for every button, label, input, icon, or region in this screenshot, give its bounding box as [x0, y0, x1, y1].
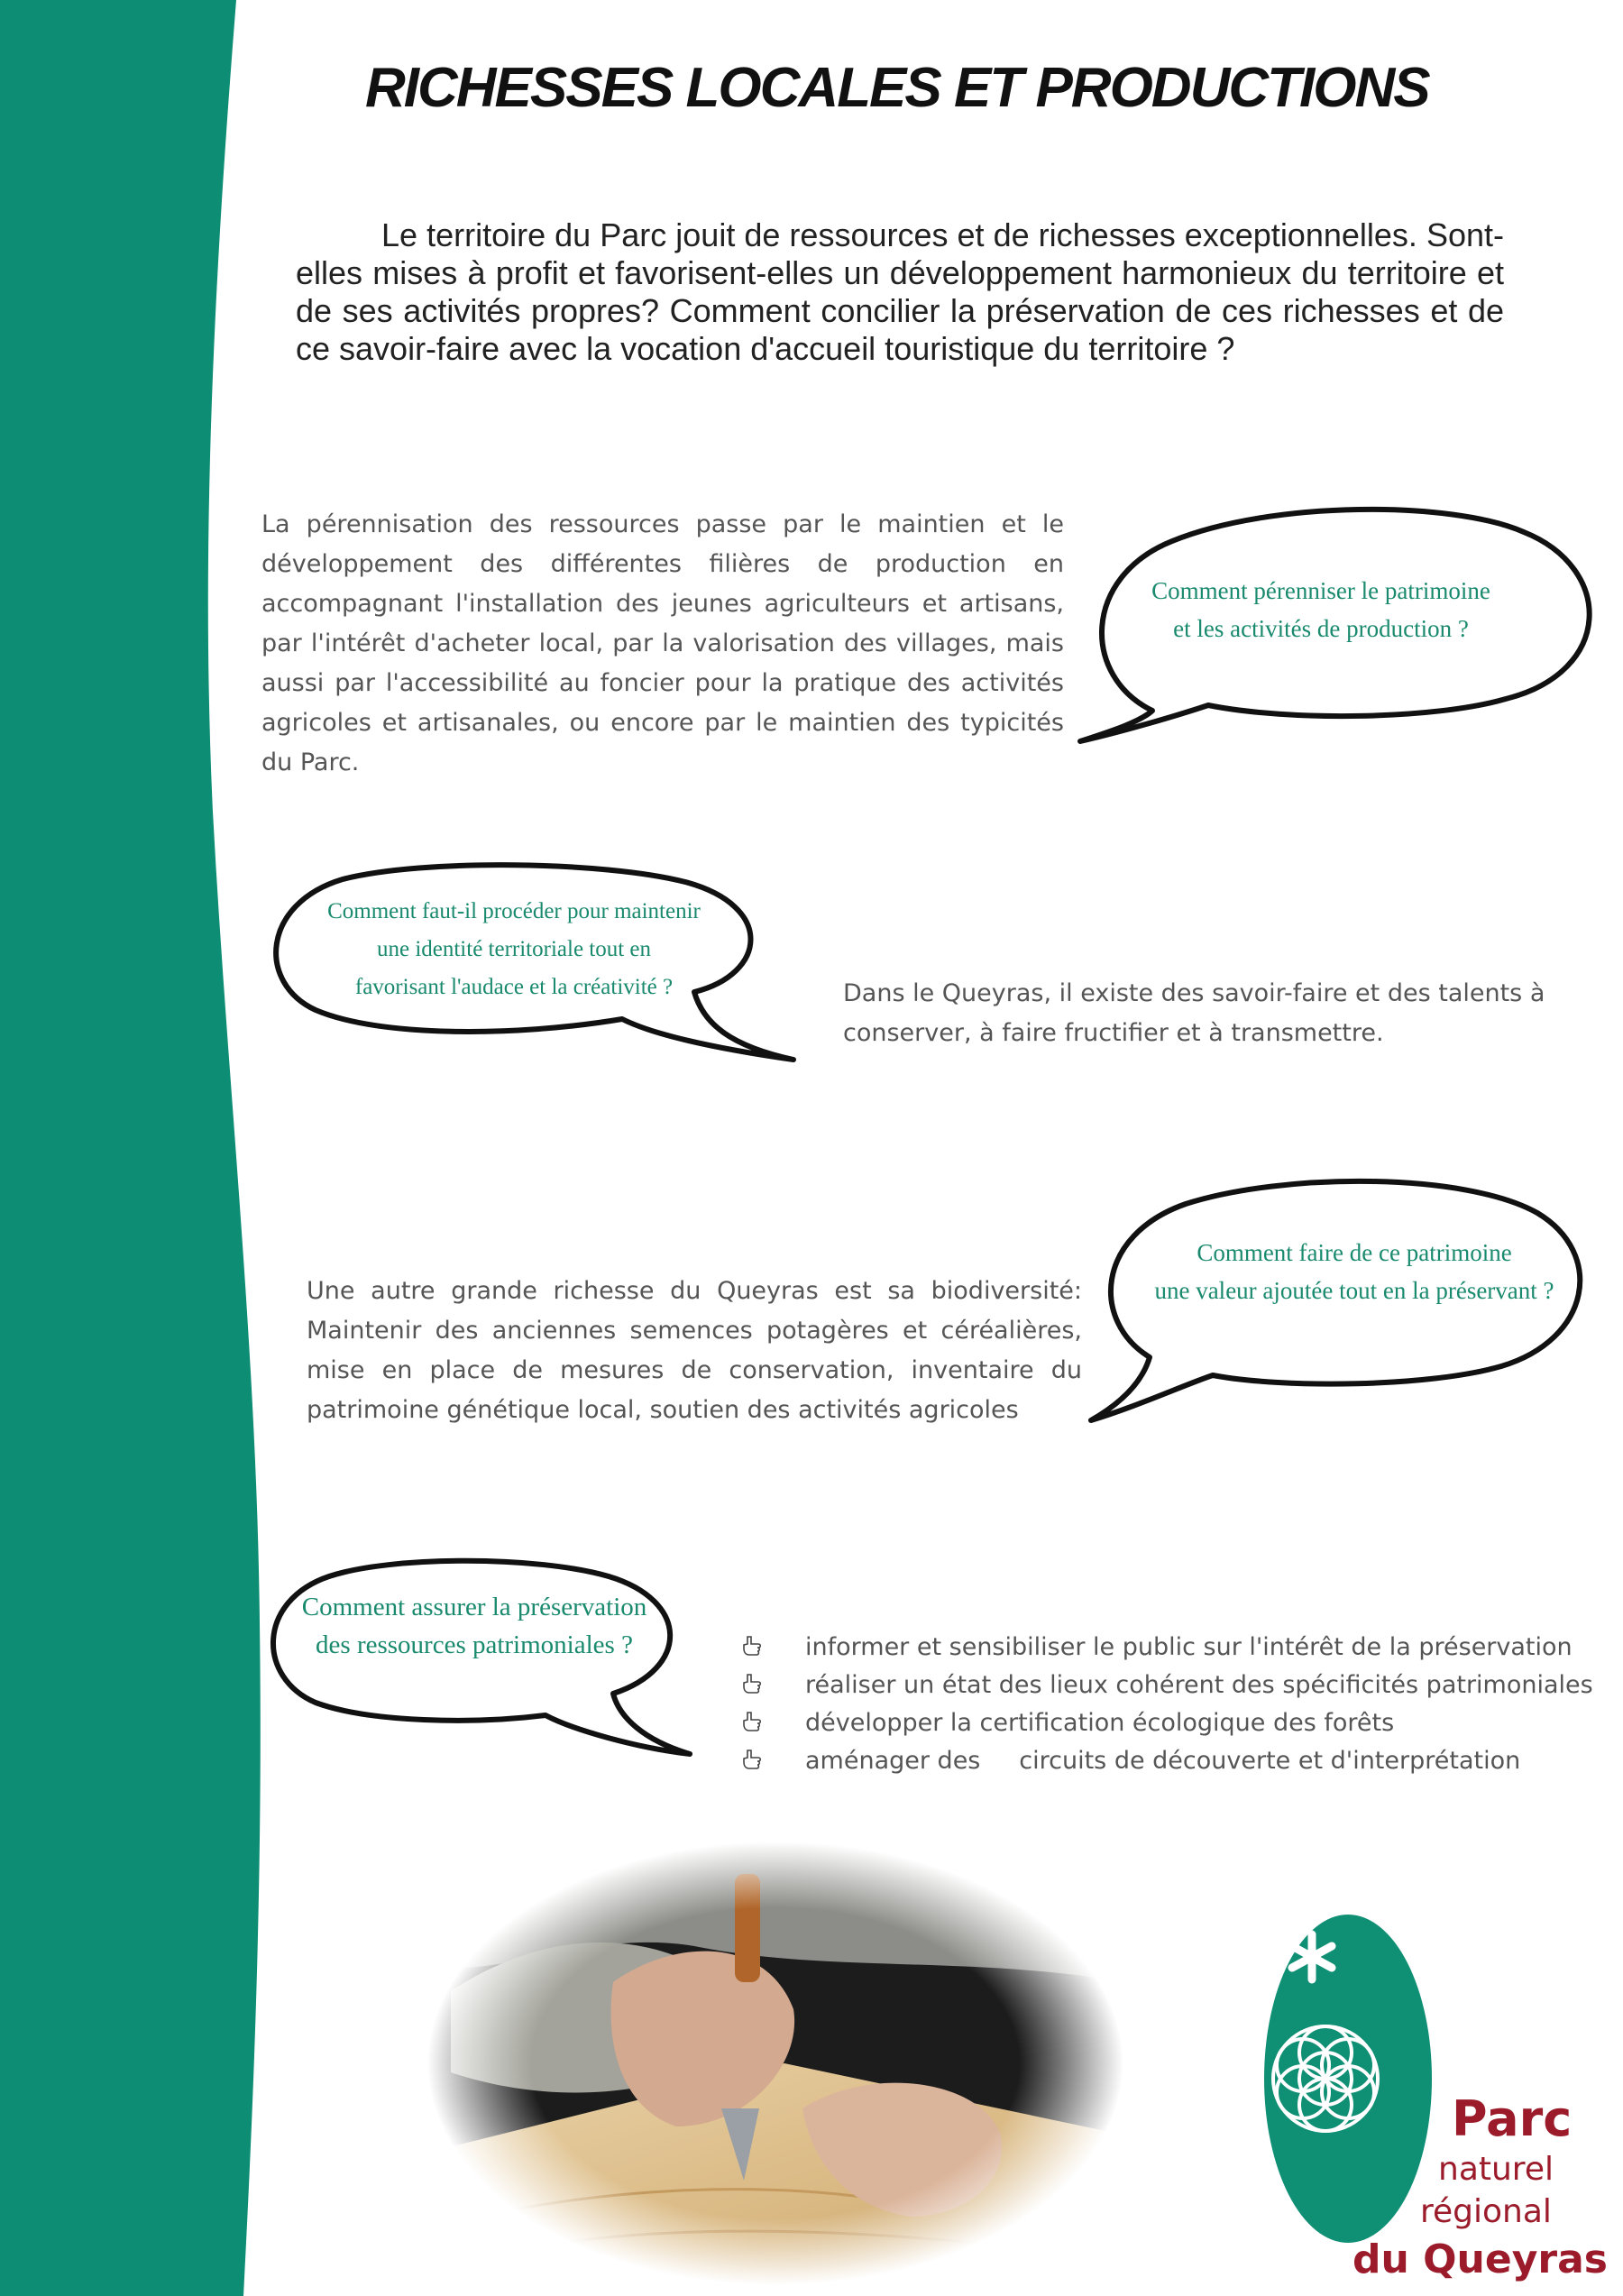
- actions-list: [735, 1628, 1600, 1779]
- action-text: développer la certification écologique des forêts: [805, 1708, 1395, 1737]
- pointing-hand-icon: [735, 1673, 769, 1696]
- speech-bubble-1-text: [1114, 572, 1528, 647]
- side-band-decoration: [0, 0, 270, 2296]
- speech-bubble-4-text: [267, 1588, 682, 1664]
- parc-logo: [1262, 1912, 1434, 2255]
- list-item: [735, 1628, 1600, 1666]
- bubble-1-line-1: Comment pérenniser le patrimoine: [1151, 577, 1490, 604]
- list-item: [735, 1741, 1600, 1779]
- bubble-2-line-3: favorisant l'audace et la créativité ?: [354, 975, 674, 999]
- action-text: aménager des circuits de découverte et d'interprétation: [805, 1746, 1521, 1775]
- section-2-paragraph: Dans le Queyras, il existe des savoir-faire et des talents à conserver, à faire fructifier et à transmettre.: [843, 979, 1545, 1047]
- bubble-1-line-2: et les activités de production ?: [1173, 615, 1469, 642]
- intro-paragraph: Le territoire du Parc jouit de ressources et de richesses exceptionnelles. Sont-elles mises à profit et favorisent-elles un développement harmonieux du territoire et de ses activités propres? Comment concilier la préservation de ces richesses et de ce savoir-faire avec la vocation d'accueil touristique du territoire ?: [296, 216, 1504, 367]
- logo-text-parc: Parc: [1452, 2090, 1573, 2147]
- list-item: [735, 1704, 1600, 1741]
- page-title: RICHESSES LOCALES ET PRODUCTIONS: [365, 57, 1429, 119]
- bubble-3-line-2: une valeur ajoutée tout en la préservant ?: [1154, 1277, 1554, 1304]
- speech-bubble-3-text: [1138, 1234, 1571, 1309]
- pointing-hand-icon: [735, 1711, 769, 1734]
- action-text: informer et sensibiliser le public sur l'intérêt de la préservation: [805, 1632, 1573, 1661]
- bubble-3-line-1: Comment faire de ce patrimoine: [1197, 1239, 1512, 1266]
- action-text: réaliser un état des lieux cohérent des spécificités patrimoniales: [805, 1670, 1593, 1699]
- section-1-paragraph: La pérennisation des ressources passe par le maintien et le développement des différentes filières de production en accompagnant l'installation des jeunes agriculteurs et artisans, par l'intérêt d'acheter local, par la valorisation des villages, mais aussi par l'accessibilité au foncier pour la pratique des activités agricoles et artisanales, ou encore par le maintien des typicités du Parc.: [261, 510, 1064, 776]
- pointing-hand-icon: [735, 1749, 769, 1772]
- logo-text-queyras: du Queyras: [1352, 2236, 1608, 2282]
- woodcarving-photo: [424, 1838, 1127, 2289]
- side-band-shape: [0, 0, 261, 2296]
- pointing-hand-icon: [735, 1635, 769, 1658]
- bubble-2-line-2: une identité territoriale tout en: [376, 937, 652, 961]
- section-3-paragraph: Une autre grande richesse du Queyras est sa biodiversité: Maintenir des anciennes semences potagères et céréalières, mise en place de mesures de conservation, inventaire du patrimoine génétique local, soutien des activités agricoles: [307, 1277, 1082, 1424]
- speech-bubble-2-text: [298, 893, 730, 1006]
- bubble-2-line-1: Comment faut-il procéder pour maintenir: [327, 899, 701, 923]
- logo-text-regional: régional: [1420, 2193, 1552, 2230]
- bubble-4-line-2: des ressources patrimoniales ?: [316, 1630, 633, 1659]
- logo-text-naturel: naturel: [1438, 2151, 1554, 2188]
- bubble-4-line-1: Comment assurer la préservation: [301, 1593, 647, 1621]
- list-item: [735, 1666, 1600, 1704]
